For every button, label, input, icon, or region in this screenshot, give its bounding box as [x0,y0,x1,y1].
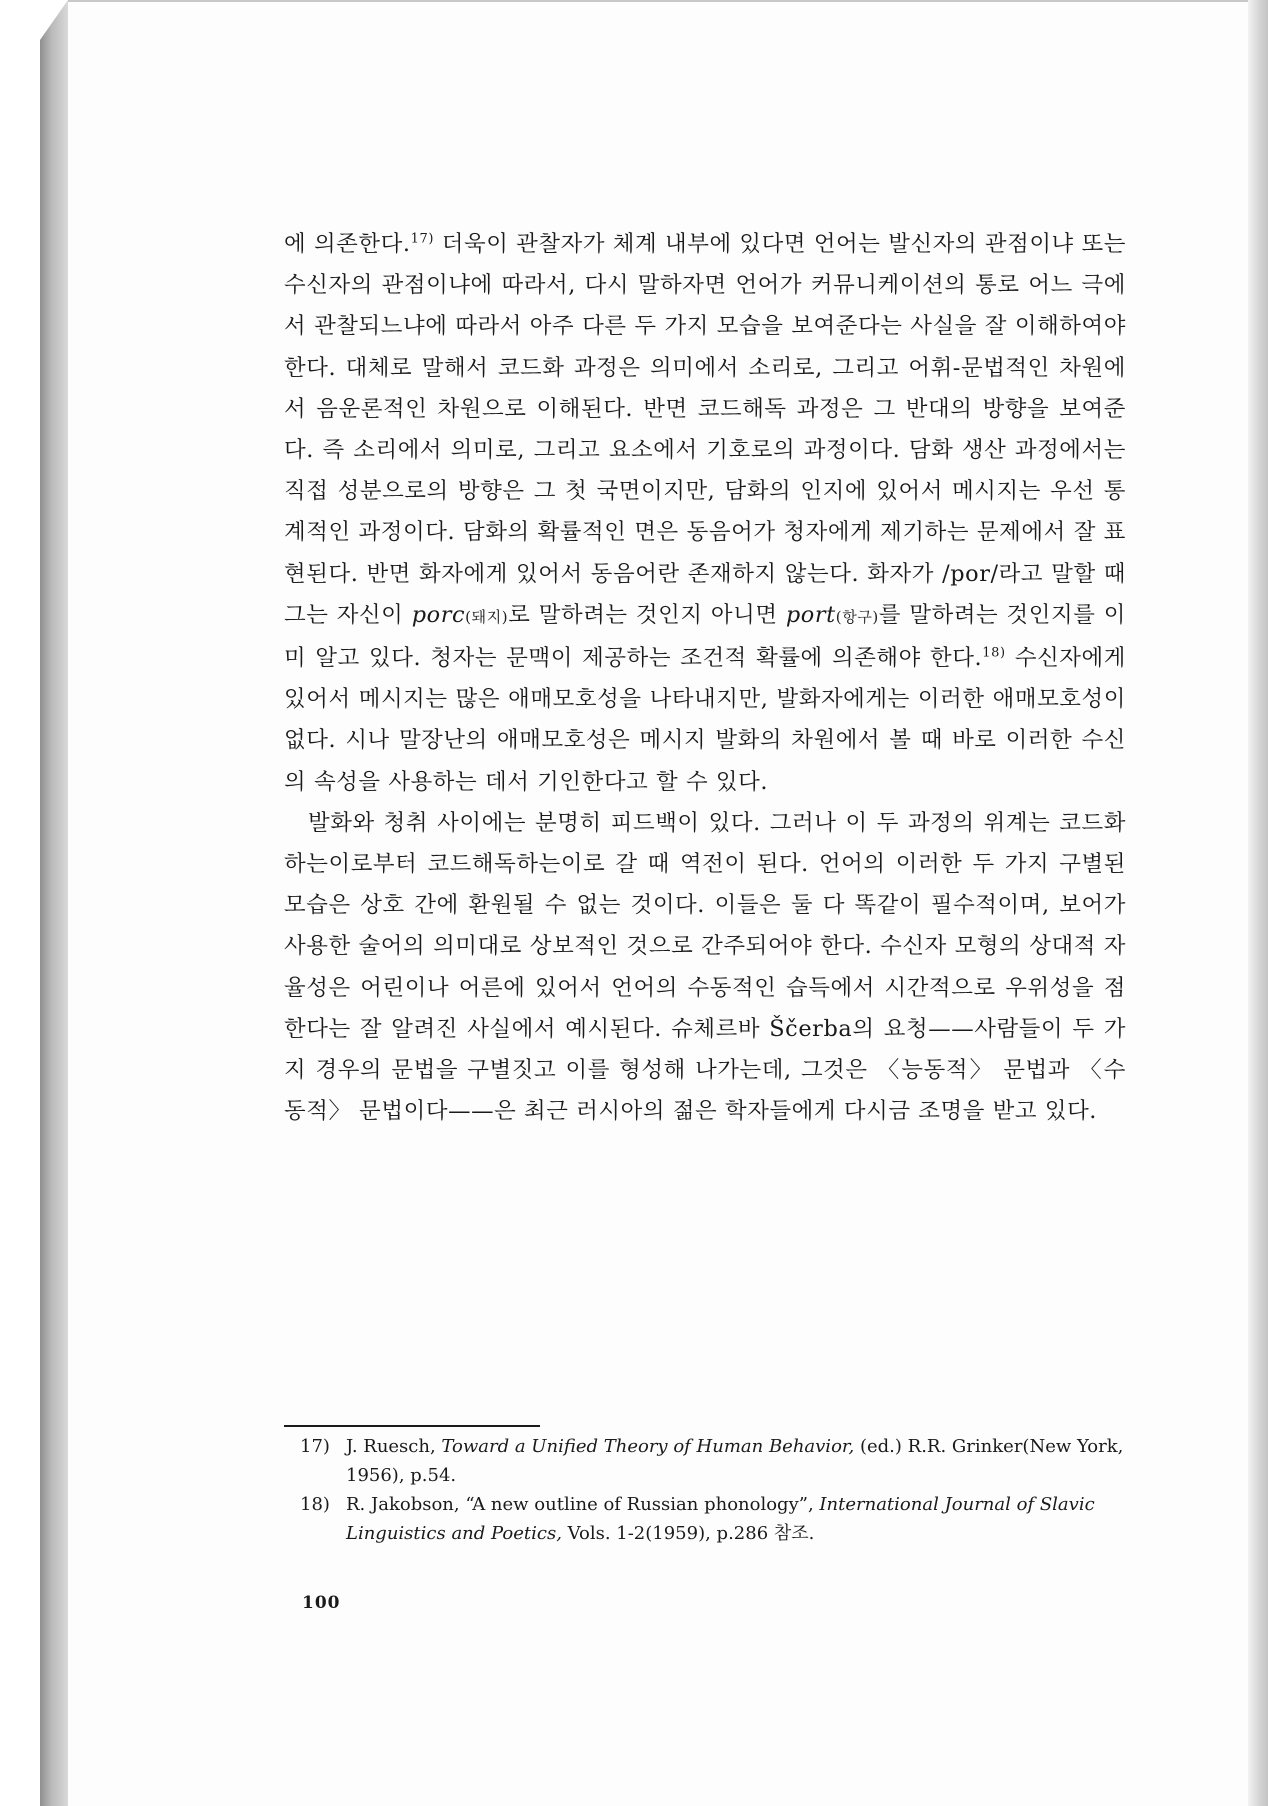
paragraph [284,224,1126,803]
footnote-rule [284,1425,540,1427]
text-segment: International Journal of Slavic Linguistics and Poetics, [346,1494,1095,1544]
page-stack-left-edge [40,0,68,1806]
page-right-shadow [1248,0,1268,1806]
paragraph [284,803,1126,1133]
text-segment: 발화와 청취 사이에는 분명히 피드백이 있다. 그러나 이 두 과정의 위계는 코드화하는이로부터 코드해독하는이로 갈 때 역전이 된다. 언어의 이러한 두 가지 구별된 모습은 상호 간에 환원될 수 없는 것이다. 이들은 둘 다 똑같이 필수적이며, 보어가 사용한 술어의 의미대로 상보적인 것으로 간주되어야 한다. 수신자 모형의 상대적 자율성은 어린이나 어른에 있어서 언어의 수동적인 습득에서 시간적으로 우위성을 점한다는 잘 알려진 사실에서 예시된다. 슈체르바 Ščerba의 요청——사람들이 두 가지 경우의 문법을 구별짓고 이를 형성해 나가는데, 그것은 〈능동적〉 문법과 〈수동적〉 문법이다——은 최근 러시아의 젊은 학자들에게 다시금 조명을 받고 있다. [284,809,1126,1125]
text-segment: porc [411,601,466,628]
footnote-number: 17) [300,1436,330,1457]
text-segment: R. Jakobson, “A new outline of Russian phonology”, [346,1494,820,1515]
footnotes [300,1432,1126,1548]
page-top-edge [68,0,1248,2]
page-stack-corner [40,0,68,40]
text-segment: (ed.) R.R. Grinker(New York, 1956), p.54. [346,1436,1124,1486]
text-segment: 에 의존한다. [284,231,411,257]
footnote [300,1490,1126,1548]
text-segment: J. Ruesch, [346,1436,442,1457]
text-segment: Vols. 1-2(1959), p.286 참조. [561,1523,815,1544]
body-text [284,224,1126,1132]
text-segment: (돼지) [465,607,509,626]
footnote-number: 18) [300,1494,330,1515]
footnote-marker: 18) [982,645,1006,661]
text-segment: 로 말하려는 것인지 아니면 [508,601,786,628]
footnote [300,1432,1126,1490]
text-segment: 더욱이 관찰자가 체계 내부에 있다면 언어는 발신자의 관점이냐 또는 수신자의 관점이냐에 따라서, 다시 말하자면 언어가 커뮤니케이션의 통로 어느 극에서 관찰되느냐에 따라서 아주 다른 두 가지 모습을 보여준다는 사실을 잘 이해하여야 한다. 대체로 말해서 코드화 과정은 의미에서 소리로, 그리고 어휘-문법적인 차원에서 음운론적인 차원으로 이해된다. 반면 코드해독 과정은 그 반대의 방향을 보여준다. 즉 소리에서 의미로, 그리고 요소에서 기호로의 과정이다. 담화 생산 과정에서는 직접 성분으로의 방향은 그 첫 국면이지만, 담화의 인지에 있어서 메시지는 우선 통계적인 과정이다. 담화의 확률적인 면은 동음어가 청자에게 제기하는 문제에서 잘 표현된다. 반면 화자에게 있어서 동음어란 존재하지 않는다. 화자가 /por/라고 말할 때 그는 자신이 [284,231,1126,628]
footnote-text [346,1436,1123,1486]
text-segment: Toward a Unified Theory of Human Behavior, [441,1436,855,1457]
text-segment: (항구) [835,607,879,626]
text-segment: port [785,601,836,628]
text-segment: 를 말하려는 것인지를 이미 알고 있다. 청자는 문맥이 제공하는 조건적 확률에 의존해야 한다. [284,601,1126,672]
page-number: 100 [302,1593,341,1613]
text-segment: 수신자에게 있어서 메시지는 많은 애매모호성을 나타내지만, 발화자에게는 이러한 애매모호성이 없다. 시나 말장난의 애매모호성은 메시지 발화의 차원에서 볼 때 바로 이러한 수신의 속성을 사용하는 데서 기인한다고 할 수 있다. [284,645,1126,795]
footnote-text [346,1494,1095,1544]
footnote-marker: 17) [410,231,435,247]
